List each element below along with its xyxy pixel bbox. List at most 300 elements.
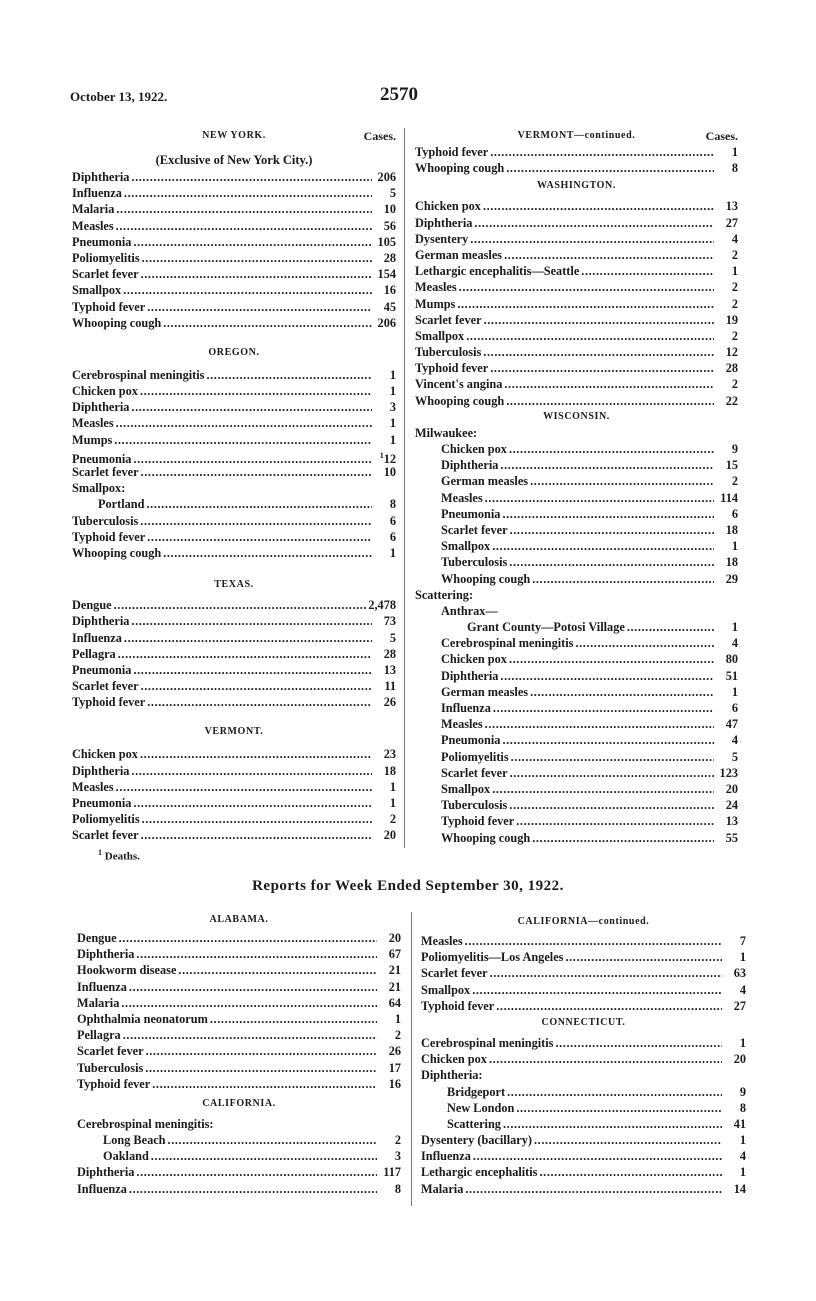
disease-name: Scarlet fever — [441, 765, 508, 780]
column-top-right — [415, 128, 738, 846]
case-count: 8 — [389, 497, 396, 512]
disease-name: Measles — [415, 280, 457, 295]
table-row — [77, 1148, 401, 1164]
dot-leader — [147, 529, 372, 545]
table-row — [415, 668, 738, 684]
case-count: 1 — [389, 384, 396, 399]
disease-name: Dysentery — [415, 231, 469, 246]
disease-name: Pneumonia — [72, 662, 132, 677]
dot-leader — [490, 360, 714, 376]
table-row — [77, 930, 401, 946]
case-count: 26 — [388, 1044, 401, 1059]
dot-leader — [509, 441, 714, 457]
case-count: 12 — [725, 345, 738, 360]
dot-leader — [493, 700, 714, 716]
table-row — [421, 998, 746, 1014]
dot-leader — [129, 1181, 377, 1197]
case-count: 19 — [725, 312, 738, 327]
case-count: 28 — [383, 250, 396, 265]
table-row — [72, 662, 396, 678]
table-row — [77, 1060, 401, 1076]
case-count: 3 — [389, 400, 396, 415]
table-row — [415, 263, 738, 279]
case-count: 114 — [720, 490, 738, 505]
disease-name: Whooping cough — [415, 393, 505, 408]
disease-name: Diphtheria: — [421, 1068, 483, 1083]
column-divider-top — [404, 128, 405, 848]
disease-name: Smallpox: — [72, 481, 126, 496]
table-row — [415, 684, 738, 700]
table-row — [415, 506, 738, 522]
disease-name: Pneumonia — [72, 234, 132, 249]
disease-list-california — [77, 1116, 401, 1197]
disease-name: Diphtheria — [72, 400, 130, 415]
section-california: CALIFORNIA. — [202, 1097, 276, 1109]
disease-name: Scarlet fever — [421, 966, 488, 981]
dot-leader — [506, 160, 714, 176]
disease-name: Whooping cough — [415, 161, 505, 176]
case-count: 67 — [388, 947, 401, 962]
disease-name: Typhoid fever — [77, 1076, 151, 1091]
table-row — [415, 457, 738, 473]
disease-name: Scattering: — [415, 587, 474, 602]
disease-list-washington — [415, 198, 738, 408]
dot-leader — [131, 399, 372, 415]
case-count: 18 — [383, 763, 396, 778]
case-count: 2 — [394, 1028, 401, 1043]
table-row — [421, 949, 746, 965]
disease-name: Dengue — [77, 931, 117, 945]
dot-leader — [457, 296, 714, 312]
disease-name: Chicken pox — [441, 442, 507, 456]
case-count: 123 — [719, 765, 738, 780]
dot-leader — [141, 827, 372, 843]
dot-leader — [151, 1148, 377, 1164]
table-row — [72, 795, 396, 811]
case-count: 105 — [377, 234, 396, 249]
case-count: 1 — [731, 264, 738, 279]
table-row — [72, 763, 396, 779]
dot-leader — [147, 694, 372, 710]
case-count: 13 — [383, 662, 396, 677]
dot-leader — [118, 646, 372, 662]
table-row — [72, 545, 396, 561]
disease-name: Cerebrospinal meningitis — [72, 367, 205, 382]
dot-leader — [123, 282, 372, 298]
disease-name: Long Beach — [103, 1133, 166, 1148]
section-subtitle: (Exclusive of New York City.) — [155, 153, 313, 167]
disease-name: Chicken pox — [415, 199, 481, 214]
dot-leader — [124, 185, 372, 201]
table-row — [72, 630, 396, 646]
case-count: 8 — [731, 161, 738, 176]
table-row — [415, 360, 738, 376]
disease-name: Lethargic encephalitis—Seattle — [415, 264, 580, 279]
case-count: 14 — [733, 1181, 746, 1196]
dot-leader — [627, 619, 714, 635]
case-count: 13 — [725, 199, 738, 214]
column-divider-bottom — [411, 912, 412, 1206]
dot-leader — [141, 266, 372, 282]
case-count: 8 — [394, 1181, 401, 1196]
table-row — [415, 619, 738, 635]
dot-leader — [147, 299, 372, 315]
disease-name: Poliomyelitis — [72, 250, 140, 265]
table-row — [415, 441, 738, 457]
table-row — [415, 279, 738, 295]
table-row — [77, 1116, 401, 1132]
case-count: 15 — [725, 458, 738, 473]
section-wisconsin: WISCONSIN. — [543, 410, 610, 422]
case-count: 3 — [394, 1149, 401, 1164]
table-row — [415, 247, 738, 263]
disease-name: Chicken pox — [72, 747, 138, 762]
disease-name: Typhoid fever — [72, 695, 146, 710]
case-count: 64 — [388, 995, 401, 1010]
disease-name: Scarlet fever — [77, 1044, 144, 1059]
dot-leader — [119, 930, 377, 946]
case-count: 16 — [388, 1076, 401, 1091]
disease-name: Chicken pox — [72, 384, 138, 399]
section-alabama: ALABAMA. — [209, 914, 269, 925]
dot-leader — [131, 763, 372, 779]
table-row — [77, 1181, 401, 1197]
dot-leader — [532, 830, 714, 846]
table-row — [72, 597, 396, 613]
disease-name: Typhoid fever — [441, 814, 515, 829]
case-count: 1 — [739, 950, 746, 965]
issue-date: October 13, 1922. — [70, 89, 168, 104]
dot-leader — [492, 538, 714, 554]
table-row — [77, 979, 401, 995]
table-row — [421, 1181, 746, 1197]
report-title: Reports for Week Ended September 30, 1922. — [252, 878, 564, 894]
disease-name: Influenza — [441, 701, 491, 715]
disease-name: Grant County—Potosi Village — [467, 620, 625, 635]
dot-leader — [532, 571, 714, 587]
dot-leader — [485, 716, 714, 732]
dot-leader — [539, 1164, 722, 1180]
disease-name: Oakland — [103, 1149, 149, 1164]
page-number: 2570 — [380, 84, 418, 105]
disease-name: Diphtheria — [441, 458, 499, 473]
table-row — [421, 982, 746, 998]
table-row — [421, 1100, 746, 1116]
disease-name: German measles — [441, 474, 529, 489]
disease-name: Typhoid fever — [72, 529, 146, 544]
table-row — [415, 393, 738, 409]
dot-leader — [516, 1100, 722, 1116]
case-count: 20 — [733, 1052, 746, 1067]
table-row — [415, 215, 738, 231]
section-connecticut: CONNECTICUT. — [541, 1016, 626, 1028]
disease-name: Smallpox — [441, 781, 491, 796]
disease-name: Whooping cough — [72, 315, 162, 330]
table-row — [421, 1035, 746, 1051]
section-vermont-continued — [415, 128, 738, 144]
case-count: 6 — [731, 701, 738, 715]
case-count: 4 — [731, 733, 738, 748]
dot-leader — [484, 312, 714, 328]
table-row — [415, 296, 738, 312]
table-row — [72, 464, 396, 480]
disease-name: German measles — [441, 684, 529, 699]
table-row — [72, 432, 396, 448]
disease-name: Typhoid fever — [72, 299, 146, 314]
table-row — [72, 694, 396, 710]
table-row — [415, 473, 738, 489]
table-row — [72, 779, 396, 795]
table-row — [72, 513, 396, 529]
disease-name: Whooping cough — [441, 830, 531, 845]
case-count: 20 — [725, 781, 738, 796]
section-new-york — [72, 128, 396, 144]
case-count: 51 — [725, 668, 738, 683]
disease-name: Malaria — [421, 1181, 464, 1196]
disease-name: Portland — [98, 497, 145, 512]
case-count: 2 — [731, 377, 738, 392]
case-count: 29 — [725, 571, 738, 586]
dot-leader — [178, 962, 377, 978]
dot-leader — [206, 367, 372, 383]
table-row — [421, 1067, 746, 1083]
dot-leader — [163, 315, 372, 331]
table-row — [415, 538, 738, 554]
case-count: 6 — [389, 529, 396, 544]
table-row — [415, 765, 738, 781]
table-row — [77, 1043, 401, 1059]
table-row — [72, 169, 396, 185]
dot-leader — [473, 1148, 722, 1164]
disease-name: Chicken pox — [441, 652, 507, 667]
case-count: 7 — [739, 934, 746, 948]
dot-leader — [140, 383, 372, 399]
disease-name: Measles — [72, 416, 114, 431]
case-count: 20 — [388, 931, 401, 945]
dot-leader — [210, 1011, 377, 1027]
dot-leader — [490, 144, 714, 160]
section-california-continued: CALIFORNIA—continued. — [517, 916, 650, 927]
dot-leader — [485, 490, 714, 506]
case-count: 154 — [377, 267, 396, 282]
case-count: 5 — [389, 630, 396, 645]
disease-name: Influenza — [72, 630, 122, 645]
disease-name: Poliomyelitis — [441, 749, 509, 764]
dot-leader — [142, 811, 372, 827]
case-count: 55 — [725, 830, 738, 845]
dot-leader — [504, 247, 714, 263]
dot-leader — [163, 545, 372, 561]
disease-name: Measles — [421, 934, 463, 948]
section-vermont: VERMONT. — [204, 726, 264, 738]
disease-name: Tuberculosis — [441, 798, 508, 813]
column-bottom-left — [77, 912, 401, 1197]
dot-leader — [133, 795, 372, 811]
disease-name: Typhoid fever — [415, 361, 489, 376]
table-row — [72, 218, 396, 234]
dot-leader — [500, 457, 714, 473]
disease-name: Malaria — [77, 995, 120, 1010]
disease-name: Measles — [72, 218, 114, 233]
table-row — [415, 830, 738, 846]
disease-name: Pneumonia — [72, 796, 132, 810]
footnote-ref: 1 — [379, 450, 384, 460]
table-row — [72, 415, 396, 431]
disease-name: Diphtheria — [72, 170, 130, 184]
footnote-text: Deaths. — [104, 850, 140, 863]
dot-leader — [483, 344, 714, 360]
disease-list-alabama — [77, 930, 401, 1092]
case-count: 26 — [383, 695, 396, 710]
table-row — [415, 376, 738, 392]
case-count: 47 — [725, 717, 738, 732]
case-count: 2 — [394, 1133, 401, 1148]
dot-leader — [489, 1051, 722, 1067]
case-count: 18 — [725, 522, 738, 537]
disease-name: Scattering — [447, 1116, 501, 1131]
table-row — [72, 529, 396, 545]
case-count: 1 — [389, 367, 396, 382]
disease-name: Poliomyelitis—Los Angeles — [421, 950, 564, 965]
column-bottom-right — [421, 914, 746, 1197]
dot-leader — [509, 651, 714, 667]
table-row — [72, 399, 396, 415]
dot-leader — [168, 1132, 377, 1148]
section-oregon: OREGON. — [208, 346, 260, 358]
disease-name: Diphtheria — [72, 614, 130, 629]
disease-name: Scarlet fever — [441, 522, 508, 537]
table-row — [415, 781, 738, 797]
table-row — [72, 250, 396, 266]
table-row — [72, 185, 396, 201]
dot-leader — [504, 376, 714, 392]
dot-leader — [116, 201, 372, 217]
cases-column-label: Cases. — [363, 129, 396, 143]
disease-name: German measles — [415, 247, 503, 262]
table-row — [415, 160, 738, 176]
table-row — [415, 231, 738, 247]
disease-name: Dysentery (bacillary) — [421, 1133, 532, 1148]
table-row — [415, 312, 738, 328]
case-count: 9 — [739, 1084, 746, 1099]
disease-name: Diphtheria — [415, 215, 473, 230]
dot-leader — [142, 250, 372, 266]
disease-name: Hookworm disease — [77, 963, 177, 978]
disease-name: Milwaukee: — [415, 425, 478, 440]
footnote — [98, 848, 140, 863]
case-count: 2 — [731, 296, 738, 311]
disease-name: Measles — [441, 490, 483, 505]
disease-name: Diphtheria — [77, 1165, 135, 1180]
disease-name: Anthrax— — [441, 603, 498, 618]
dot-leader — [123, 1027, 377, 1043]
disease-name: Cerebrospinal meningitis — [421, 1035, 554, 1050]
table-row — [415, 700, 738, 716]
disease-name: Lethargic encephalitis — [421, 1165, 538, 1180]
disease-name: Smallpox — [441, 539, 491, 554]
case-count: 10 — [383, 465, 396, 479]
table-row — [421, 933, 746, 949]
disease-name: Measles — [72, 779, 114, 794]
dot-leader — [507, 1084, 722, 1100]
dot-leader — [131, 613, 372, 629]
dot-leader — [146, 1043, 377, 1059]
case-count: 1 — [739, 1035, 746, 1050]
disease-name: Tuberculosis — [72, 513, 139, 528]
case-count: 10 — [383, 202, 396, 217]
dot-leader — [530, 684, 714, 700]
dot-leader — [116, 779, 372, 795]
case-count: 21 — [388, 979, 401, 994]
dot-leader — [511, 749, 714, 765]
disease-name: Typhoid fever — [415, 145, 489, 159]
case-count: 2 — [731, 247, 738, 262]
dot-leader — [502, 506, 714, 522]
disease-name: Malaria — [72, 202, 115, 217]
table-row — [421, 1116, 746, 1132]
dot-leader — [509, 554, 714, 570]
disease-name: Mumps — [72, 432, 113, 447]
table-row — [72, 299, 396, 315]
disease-name: New London — [447, 1100, 515, 1115]
disease-name: Mumps — [415, 296, 456, 311]
case-count: 1 — [389, 779, 396, 794]
case-count: 16 — [383, 283, 396, 298]
case-count: 1 — [389, 796, 396, 810]
cases-column-label: Cases. — [705, 129, 738, 143]
disease-name: Measles — [441, 717, 483, 732]
dot-leader — [470, 231, 714, 247]
table-row — [415, 490, 738, 506]
disease-name: Smallpox — [72, 283, 122, 298]
case-count: 28 — [383, 646, 396, 661]
table-row — [421, 1084, 746, 1100]
table-row — [72, 266, 396, 282]
dot-leader — [124, 630, 372, 646]
dot-leader — [146, 496, 372, 512]
footnote-marker: 1 — [98, 848, 102, 857]
case-count: 2 — [731, 328, 738, 343]
table-row — [77, 1164, 401, 1180]
disease-list-vermont — [72, 746, 396, 843]
table-row — [72, 496, 396, 512]
table-row — [72, 613, 396, 629]
disease-name: Pneumonia — [441, 506, 501, 521]
dot-leader — [510, 522, 714, 538]
table-row — [72, 678, 396, 694]
case-count: 206 — [377, 315, 396, 330]
table-row — [77, 946, 401, 962]
dot-leader — [581, 263, 714, 279]
disease-name: Pneumonia — [72, 451, 132, 466]
disease-list-new-york — [72, 169, 396, 331]
case-count: 45 — [383, 299, 396, 314]
disease-name: Poliomyelitis — [72, 812, 140, 827]
disease-name: Dengue — [72, 598, 112, 613]
case-count: 28 — [725, 361, 738, 376]
case-count: 2,478 — [368, 598, 396, 613]
case-count: 80 — [725, 652, 738, 667]
case-count: 1 — [739, 1133, 746, 1148]
disease-list-vermont-continued — [415, 144, 738, 176]
dot-leader — [129, 979, 377, 995]
case-count: 2 — [731, 474, 738, 489]
section-title: VERMONT—continued. — [517, 130, 636, 141]
case-count: 56 — [383, 218, 396, 233]
case-count-value: 12 — [383, 451, 396, 466]
table-row — [77, 1027, 401, 1043]
case-count: 4 — [731, 231, 738, 246]
